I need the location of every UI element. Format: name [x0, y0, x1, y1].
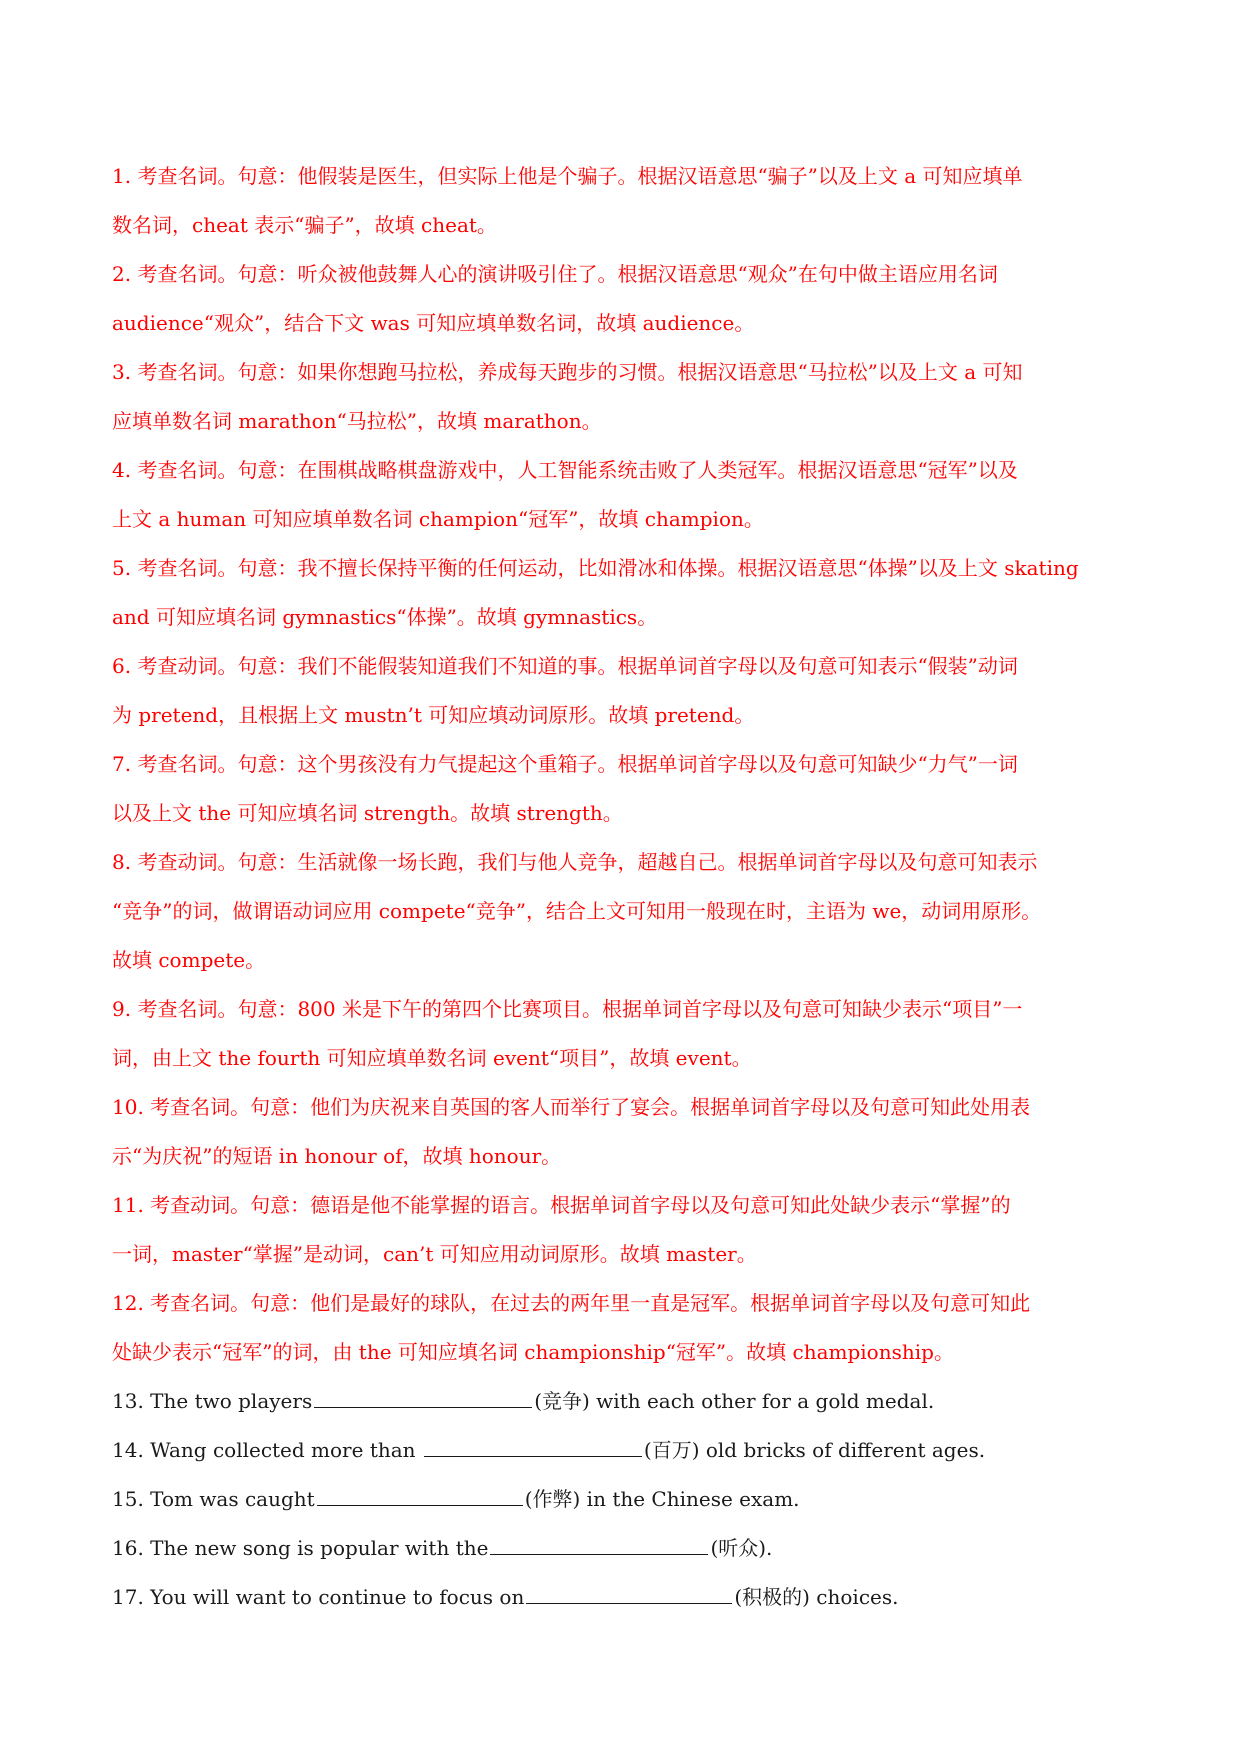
question-text-after: (竞争) with each other for a gold medal.	[534, 1389, 935, 1413]
answer-7	[112, 740, 1128, 838]
question-14	[112, 1426, 1128, 1475]
question-16	[112, 1524, 1128, 1573]
question-line	[112, 1524, 1128, 1573]
answer-line: 示“为庆祝”的短语 in honour of，故填 honour。	[112, 1144, 562, 1168]
answer-blank	[490, 1534, 708, 1555]
question-text-before: 13. The two players	[112, 1389, 313, 1413]
question-text-after: (百万) old bricks of different ages.	[643, 1438, 986, 1462]
answer-line: 故填 compete。	[112, 948, 266, 972]
answer-line: 1. 考查名词。句意：他假装是医生，但实际上他是个骗子。根据汉语意思“骗子”以及上文 a 可知应填单	[112, 164, 1023, 188]
answer-line: 词，由上文 the fourth 可知应填单数名词 event“项目”，故填 event。	[112, 1046, 752, 1070]
answer-5	[112, 544, 1128, 642]
answer-line: 3. 考查名词。句意：如果你想跑马拉松，养成每天跑步的习惯。根据汉语意思“马拉松”以及上文 a 可知	[112, 360, 1023, 384]
answer-blank	[317, 1485, 523, 1506]
answer-1	[112, 152, 1128, 250]
answer-11	[112, 1181, 1128, 1279]
answer-blank	[526, 1583, 732, 1604]
answer-line: 6. 考查动词。句意：我们不能假装知道我们不知道的事。根据单词首字母以及句意可知表示“假装”动词	[112, 654, 1018, 678]
answer-line: 9. 考查名词。句意：800 米是下午的第四个比赛项目。根据单词首字母以及句意可知缺少表示“项目”一	[112, 997, 1023, 1021]
answer-line: 7. 考查名词。句意：这个男孩没有力气提起这个重箱子。根据单词首字母以及句意可知缺少“力气”一词	[112, 752, 1018, 776]
answer-4	[112, 446, 1128, 544]
question-text-after: (作弊) in the Chinese exam.	[524, 1487, 800, 1511]
answer-line: audience“观众”，结合下文 was 可知应填单数名词，故填 audience。	[112, 311, 755, 335]
answer-line: 一词，master“掌握”是动词，can’t 可知应用动词原形。故填 master。	[112, 1242, 757, 1266]
question-text-after: (听众).	[710, 1536, 773, 1560]
answer-blank	[424, 1436, 642, 1457]
answer-line: 应填单数名词 marathon“马拉松”，故填 marathon。	[112, 409, 602, 433]
answer-3	[112, 348, 1128, 446]
question-text-before: 14. Wang collected more than	[112, 1438, 422, 1462]
question-line	[112, 1573, 1128, 1622]
answer-9	[112, 985, 1128, 1083]
answer-line: 为 pretend，且根据上文 mustn’t 可知应填动词原形。故填 pretend。	[112, 703, 755, 727]
document-content	[112, 152, 1128, 1622]
question-text-before: 15. Tom was caught	[112, 1487, 315, 1511]
question-text-after: (积极的) choices.	[734, 1585, 899, 1609]
answer-line: 处缺少表示“冠军”的词，由 the 可知应填名词 championship“冠军”。故填 championship。	[112, 1340, 954, 1364]
answer-line: 10. 考查名词。句意：他们为庆祝来自英国的客人而举行了宴会。根据单词首字母以及句意可知此处用表	[112, 1095, 1031, 1119]
question-text-before: 17. You will want to continue to focus on	[112, 1585, 525, 1609]
answer-6	[112, 642, 1128, 740]
question-text-before: 16. The new song is popular with the	[112, 1536, 489, 1560]
question-line	[112, 1475, 1128, 1524]
answer-line: 12. 考查名词。句意：他们是最好的球队，在过去的两年里一直是冠军。根据单词首字母以及句意可知此	[112, 1291, 1031, 1315]
question-15	[112, 1475, 1128, 1524]
answer-line: 8. 考查动词。句意：生活就像一场长跑，我们与他人竞争，超越自己。根据单词首字母以及句意可知表示	[112, 850, 1038, 874]
answer-12	[112, 1279, 1128, 1377]
answer-line: “竞争”的词，做谓语动词应用 compete“竞争”，结合上文可知用一般现在时，主语为 we，动词用原形。	[112, 899, 1042, 923]
answer-line: 4. 考查名词。句意：在围棋战略棋盘游戏中，人工智能系统击败了人类冠军。根据汉语意思“冠军”以及	[112, 458, 1018, 482]
question-17	[112, 1573, 1128, 1622]
answer-line: 以及上文 the 可知应填名词 strength。故填 strength。	[112, 801, 623, 825]
question-line	[112, 1377, 1128, 1426]
answer-2	[112, 250, 1128, 348]
answer-line: and 可知应填名词 gymnastics“体操”。故填 gymnastics。	[112, 605, 658, 629]
answer-line: 5. 考查名词。句意：我不擅长保持平衡的任何运动，比如滑冰和体操。根据汉语意思“体操”以及上文 skating	[112, 556, 1079, 580]
question-line	[112, 1426, 1128, 1475]
answer-line: 上文 a human 可知应填单数名词 champion“冠军”，故填 champion。	[112, 507, 764, 531]
answer-blank	[314, 1387, 532, 1408]
answer-line: 数名词，cheat 表示“骗子”，故填 cheat。	[112, 213, 497, 237]
answer-line: 11. 考查动词。句意：德语是他不能掌握的语言。根据单词首字母以及句意可知此处缺少表示“掌握”的	[112, 1193, 1011, 1217]
answer-8	[112, 838, 1128, 985]
answer-10	[112, 1083, 1128, 1181]
answer-line: 2. 考查名词。句意：听众被他鼓舞人心的演讲吸引住了。根据汉语意思“观众”在句中做主语应用名词	[112, 262, 998, 286]
question-13	[112, 1377, 1128, 1426]
